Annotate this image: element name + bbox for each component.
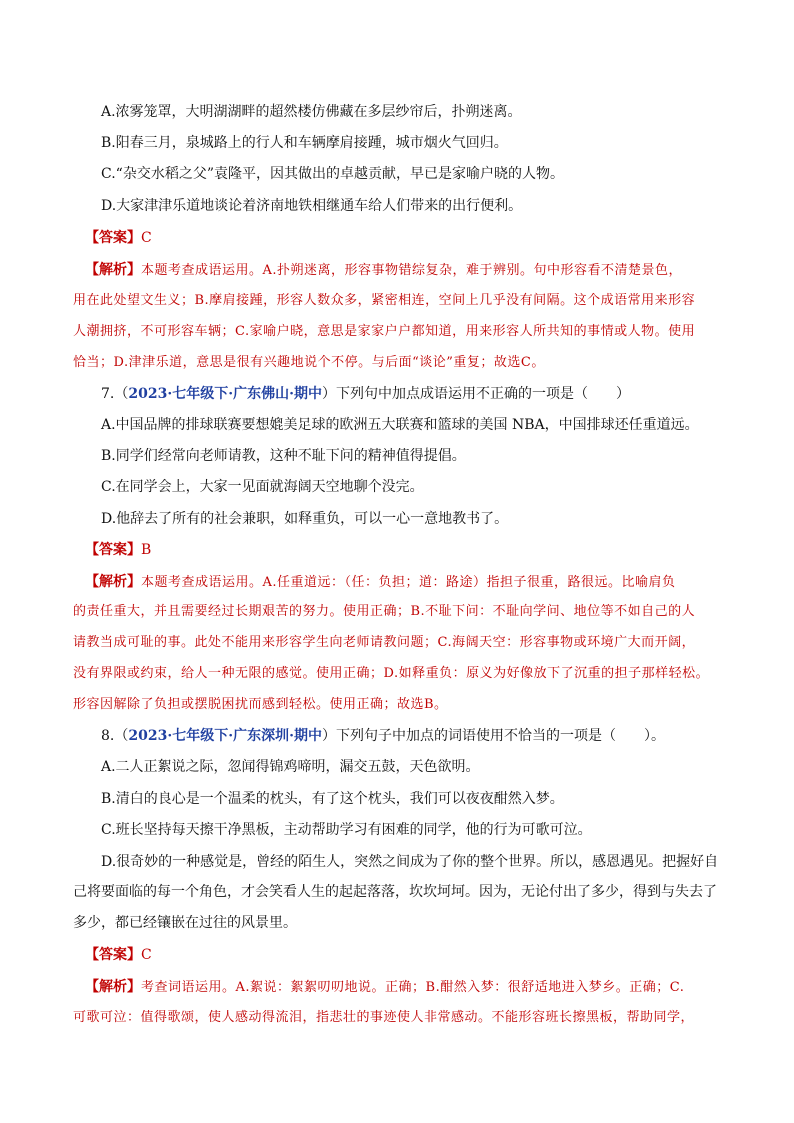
q7-stem: 7.（2023·七年级下·广东佛山·期中）下列句中加点成语运用不正确的一项是（ ） [101, 386, 630, 402]
q7-option-b: B.同学们经常向老师请教，这种不耻下问的精神值得提倡。 [101, 448, 466, 464]
q6-option-d: D.大家津津乐道地谈论着济南地铁相继通车给人们带来的出行便利。 [101, 198, 523, 214]
answer-label: 【答案】 [85, 542, 141, 558]
q8-option-d-line-3: 多少，都已经镶嵌在过往的风景里。 [73, 915, 297, 931]
q8-option-c: C.班长坚持每天擦干净黑板，主动帮助学习有困难的同学，他的行为可歌可泣。 [101, 822, 592, 838]
analysis-label: 【解析】 [85, 262, 141, 278]
q7-analysis-line-1: 【解析】本题考查成语运用。A.任重道远：（任：负担；道：路途）指担子很重，路很远。比喻肩负 [85, 574, 676, 590]
q6-option-c: C.“杂交水稻之父”袁隆平，因其做出的卓越贡献，早已是家喻户晓的人物。 [101, 166, 564, 182]
answer-label: 【答案】 [85, 947, 141, 963]
q8-stem: 8.（2023·七年级下·广东深圳·期中）下列句子中加点的词语使用不恰当的一项是（ ）。 [101, 728, 665, 744]
q7-option-a: A.中国品牌的排球联赛要想媲美足球的欧洲五大联赛和篮球的美国 NBA，中国排球还任重道远。 [101, 417, 699, 433]
analysis-label: 【解析】 [85, 979, 141, 995]
q6-analysis-line-3: 人潮拥挤，不可形容车辆；C.家喻户晓，意思是家家户户都知道，用来形容人所共知的事情或人物。使用 [73, 324, 696, 339]
q7-source: 2023·七年级下·广东佛山·期中 [128, 386, 322, 402]
q7-answer [85, 540, 151, 560]
q8-option-a: A.二人正絮说之际，忽闻得锦鸡啼明，漏交五鼓，天色欲明。 [101, 759, 480, 775]
q6-analysis-line-2: 用在此处望文生义；B.摩肩接踵，形容人数众多，紧密相连，空间上几乎没有间隔。这个成语常用来形容 [73, 293, 696, 308]
q8-analysis-line-2: 可歌可泣：值得歌颂，使人感动得流泪，指悲壮的事迹使人非常感动。不能形容班长擦黑板，帮助同学， [73, 1010, 695, 1025]
q8-option-b: B.清白的良心是一个温柔的枕头，有了这个枕头，我们可以夜夜酣然入梦。 [101, 791, 564, 807]
q7-option-c: C.在同学会上，大家一见面就海阔天空地聊个没完。 [101, 479, 424, 495]
q6-analysis-line-4: 恰当；D.津津乐道，意思是很有兴趣地说个不停。与后面“谈论”重复；故选C。 [73, 355, 545, 370]
q6-analysis-line-1: 【解析】本题考查成语运用。A.扑朔迷离，形容事物错综复杂，难于辨别。句中形容看不清楚景色， [85, 262, 683, 278]
q7-analysis-line-5: 形容因解除了负担或摆脱困扰而感到轻松。使用正确；故选B。 [73, 697, 448, 712]
q6-option-b: B.阳春三月，泉城路上的行人和车辆摩肩接踵，城市烟火气回归。 [101, 135, 508, 151]
answer-value: C [141, 947, 152, 963]
q7-analysis-line-4: 没有界限或约束，给人一种无限的感觉。使用正确；D.如释重负：原义为好像放下了沉重的担子那样轻松。 [73, 666, 710, 681]
q8-option-d-line-1: D.很奇妙的一种感觉是，曾经的陌生人，突然之间成为了你的整个世界。所以，感恩遇见。把握好自 [101, 854, 719, 870]
q6-option-a: A.浓雾笼罩，大明湖湖畔的超然楼仿佛藏在多层纱帘后，扑朔迷离。 [101, 104, 522, 120]
answer-label: 【答案】 [85, 230, 141, 246]
q8-answer [85, 945, 152, 965]
q7-option-d: D.他辞去了所有的社会兼职，如释重负，可以一心一意地教书了。 [101, 511, 509, 527]
answer-value: C [141, 230, 152, 246]
q8-analysis-line-1: 【解析】考查词语运用。A.絮说：絮絮叨叨地说。正确；B.酣然入梦：很舒适地进入梦乡。正确；C. [85, 979, 685, 995]
q8-source: 2023·七年级下·广东深圳·期中 [128, 728, 322, 744]
answer-value: B [141, 542, 152, 558]
analysis-label: 【解析】 [85, 574, 141, 590]
q7-analysis-line-2: 的责任重大，并且需要经过长期艰苦的努力。使用正确；B.不耻下问：不耻向学问、地位等不如自己的人 [73, 604, 696, 619]
q6-answer [85, 228, 152, 248]
q7-analysis-line-3: 请教当成可耻的事。此处不能用来形容学生向老师请教问题；C.海阔天空：形容事物或环境广大而开阔， [73, 635, 696, 650]
q8-option-d-line-2: 己将要面临的每一个角色，才会笑看人生的起起落落，坎坎坷坷。因为，无论付出了多少，得到与失去了 [73, 884, 717, 900]
